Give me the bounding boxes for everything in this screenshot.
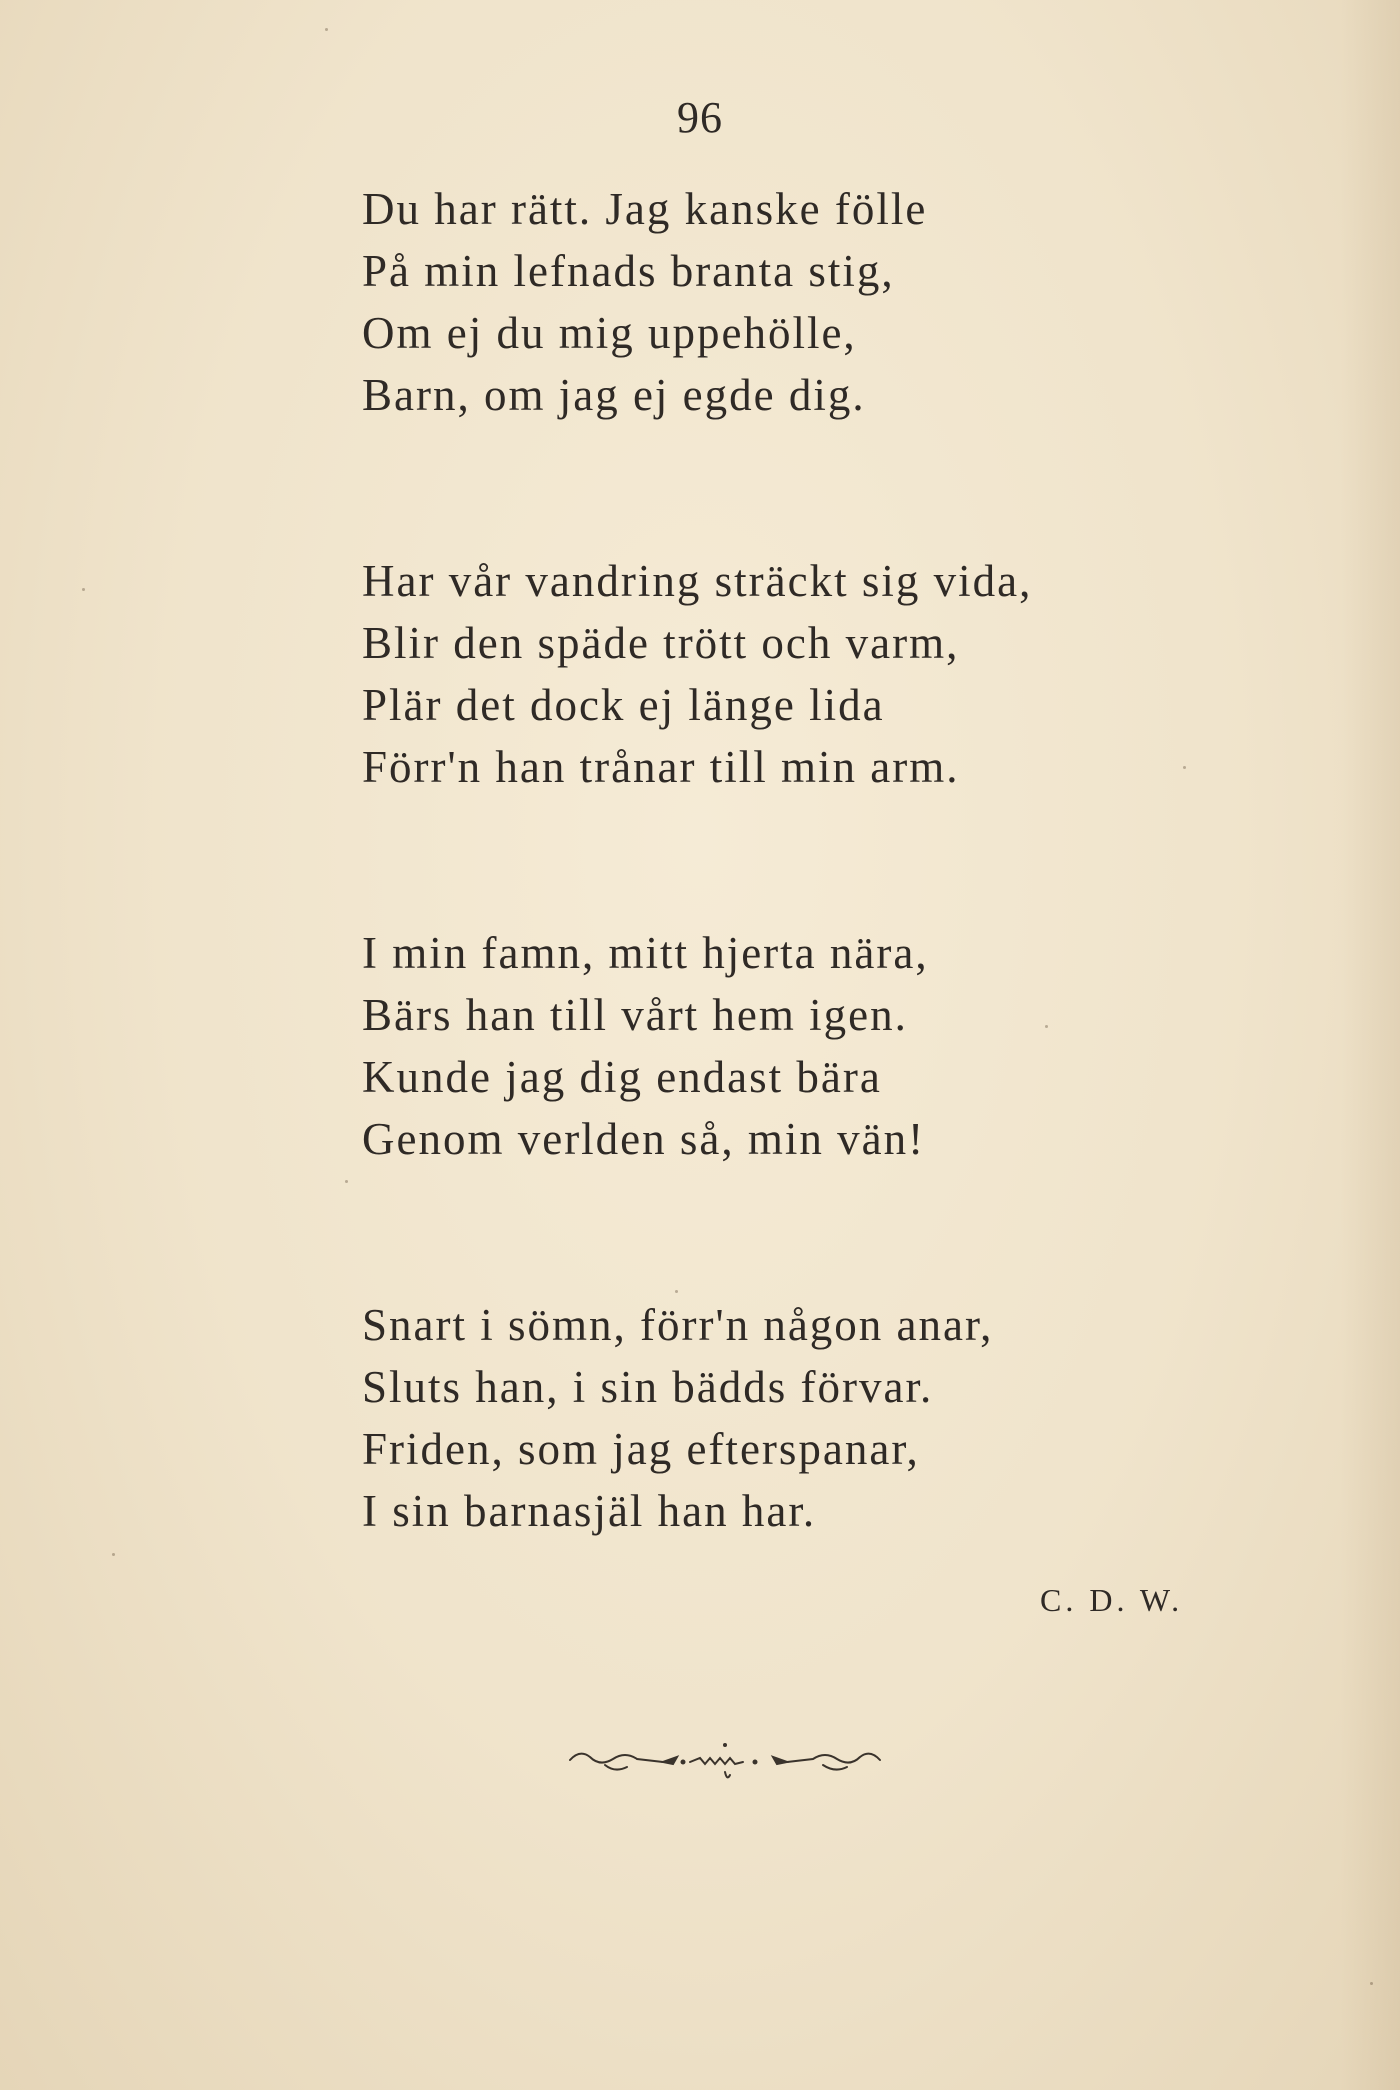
poem-line: Har vår vandring sträckt sig vida,	[362, 556, 1033, 606]
stanza-2	[362, 550, 1182, 798]
poem-line: Sluts han, i sin bädds förvar.	[362, 1362, 934, 1412]
stanza-3	[362, 922, 1182, 1170]
poem-line: I min famn, mitt hjerta nära,	[362, 928, 929, 978]
stanza-1	[362, 178, 1182, 426]
poem-line: Om ej du mig uppehölle,	[362, 308, 857, 358]
poem-line: På min lefnads branta stig,	[362, 246, 895, 296]
paper-speck	[82, 588, 85, 591]
author-signature: C. D. W.	[1040, 1582, 1184, 1618]
poem	[362, 178, 1182, 1666]
poem-line: Bärs han till vårt hem igen.	[362, 990, 908, 1040]
poem-line: Kunde jag dig endast bära	[362, 1052, 882, 1102]
stanza-4	[362, 1294, 1182, 1542]
poem-line: Förr'n han trånar till min arm.	[362, 742, 960, 792]
page-edge-shadow	[1340, 0, 1400, 2090]
poem-line: Barn, om jag ej egde dig.	[362, 370, 866, 420]
poem-line: Genom verlden så, min vän!	[362, 1114, 926, 1164]
poem-line: Friden, som jag efterspanar,	[362, 1424, 920, 1474]
poem-line: Snart i sömn, förr'n någon anar,	[362, 1300, 994, 1350]
paper-speck	[325, 28, 328, 31]
poem-line: Blir den späde trött och varm,	[362, 618, 960, 668]
paper-speck	[112, 1553, 115, 1556]
page-number: 96	[677, 93, 723, 142]
paper-speck	[345, 1180, 348, 1183]
poem-line: Plär det dock ej länge lida	[362, 680, 885, 730]
paper-speck	[1183, 766, 1186, 769]
paper-speck	[1370, 1982, 1373, 1985]
decorative-flourish-icon	[565, 1735, 885, 1785]
poem-line: I sin barnasjäl han har.	[362, 1486, 817, 1536]
poem-line: Du har rätt. Jag kanske fölle	[362, 184, 928, 234]
